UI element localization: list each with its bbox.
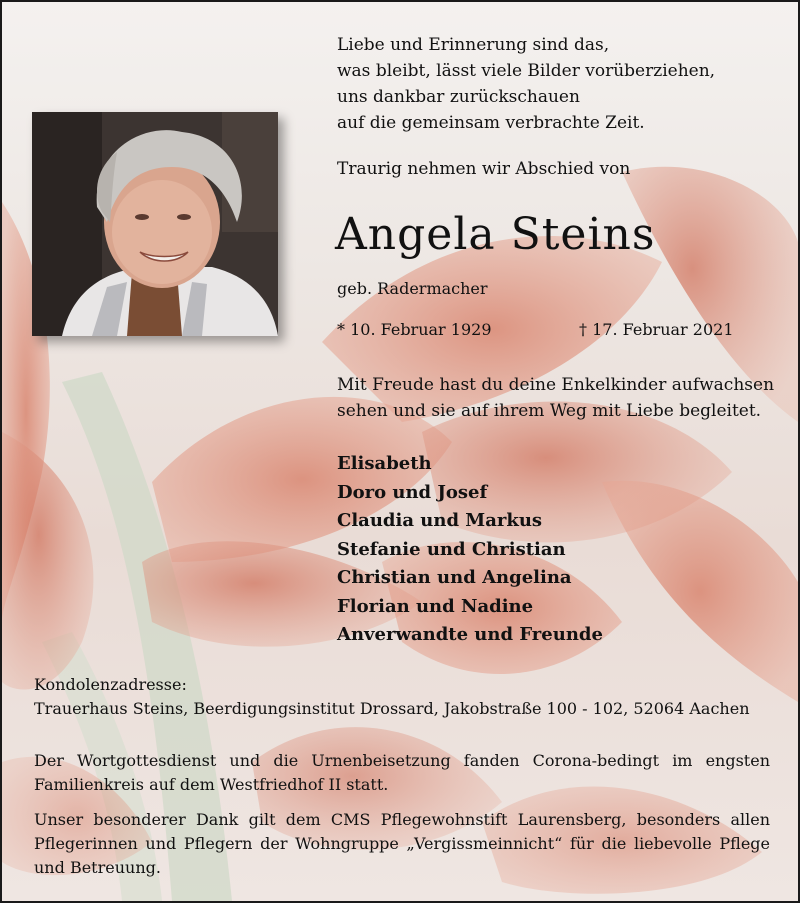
- portrait-photo: [32, 112, 278, 336]
- portrait-image: [32, 112, 278, 336]
- memorial-poem: [337, 32, 777, 136]
- condolence-address: Trauerhaus Steins, Beerdigungsinstitut Drossard, Jakobstraße 100 - 102, 52064 Aachen: [34, 699, 750, 718]
- deceased-name: Angela Steins: [335, 209, 656, 260]
- death-date: † 17. Februar 2021: [579, 320, 734, 339]
- mourner-name: Anverwandte und Freunde: [337, 624, 603, 645]
- mourner-name: Claudia und Markus: [337, 510, 543, 531]
- verse-line: sehen und sie auf ihrem Weg mit Liebe begleitet.: [337, 401, 762, 421]
- verse-line: Mit Freude hast du deine Enkelkinder aufwachsen: [337, 375, 775, 395]
- birth-date: * 10. Februar 1929: [337, 320, 492, 339]
- maiden-name: geb. Radermacher: [337, 279, 488, 298]
- memorial-verse: [337, 372, 777, 424]
- mourners-list: [337, 450, 603, 650]
- poem-line: was bleibt, lässt viele Bilder vorüberziehen,: [337, 61, 716, 81]
- farewell-intro: Traurig nehmen wir Abschied von: [337, 159, 631, 179]
- poem-line: auf die gemeinsam verbrachte Zeit.: [337, 113, 645, 133]
- mourner-name: Stefanie und Christian: [337, 538, 566, 560]
- condolence-label: Kondolenzadresse:: [34, 675, 187, 694]
- service-note: Der Wortgottesdienst und die Urnenbeisetzung fanden Corona-bedingt im engsten Familienkreis auf dem Westfriedhof II statt.: [34, 751, 770, 794]
- mourner-name: Christian und Angelina: [337, 567, 572, 588]
- poem-line: uns dankbar zurückschauen: [337, 87, 580, 107]
- thanks-note: Unser besonderer Dank gilt dem CMS Pflegewohnstift Laurensberg, besonders allen Pflegerinnen und Pflegern der Wohngruppe „Vergissmeinnicht“ für die liebevolle Pflege und Betreuung.: [34, 810, 770, 877]
- mourner-name: Elisabeth: [337, 453, 432, 474]
- mourner-name: Doro und Josef: [337, 481, 488, 503]
- poem-line: Liebe und Erinnerung sind das,: [337, 35, 610, 55]
- mourner-name: Florian und Nadine: [337, 595, 534, 617]
